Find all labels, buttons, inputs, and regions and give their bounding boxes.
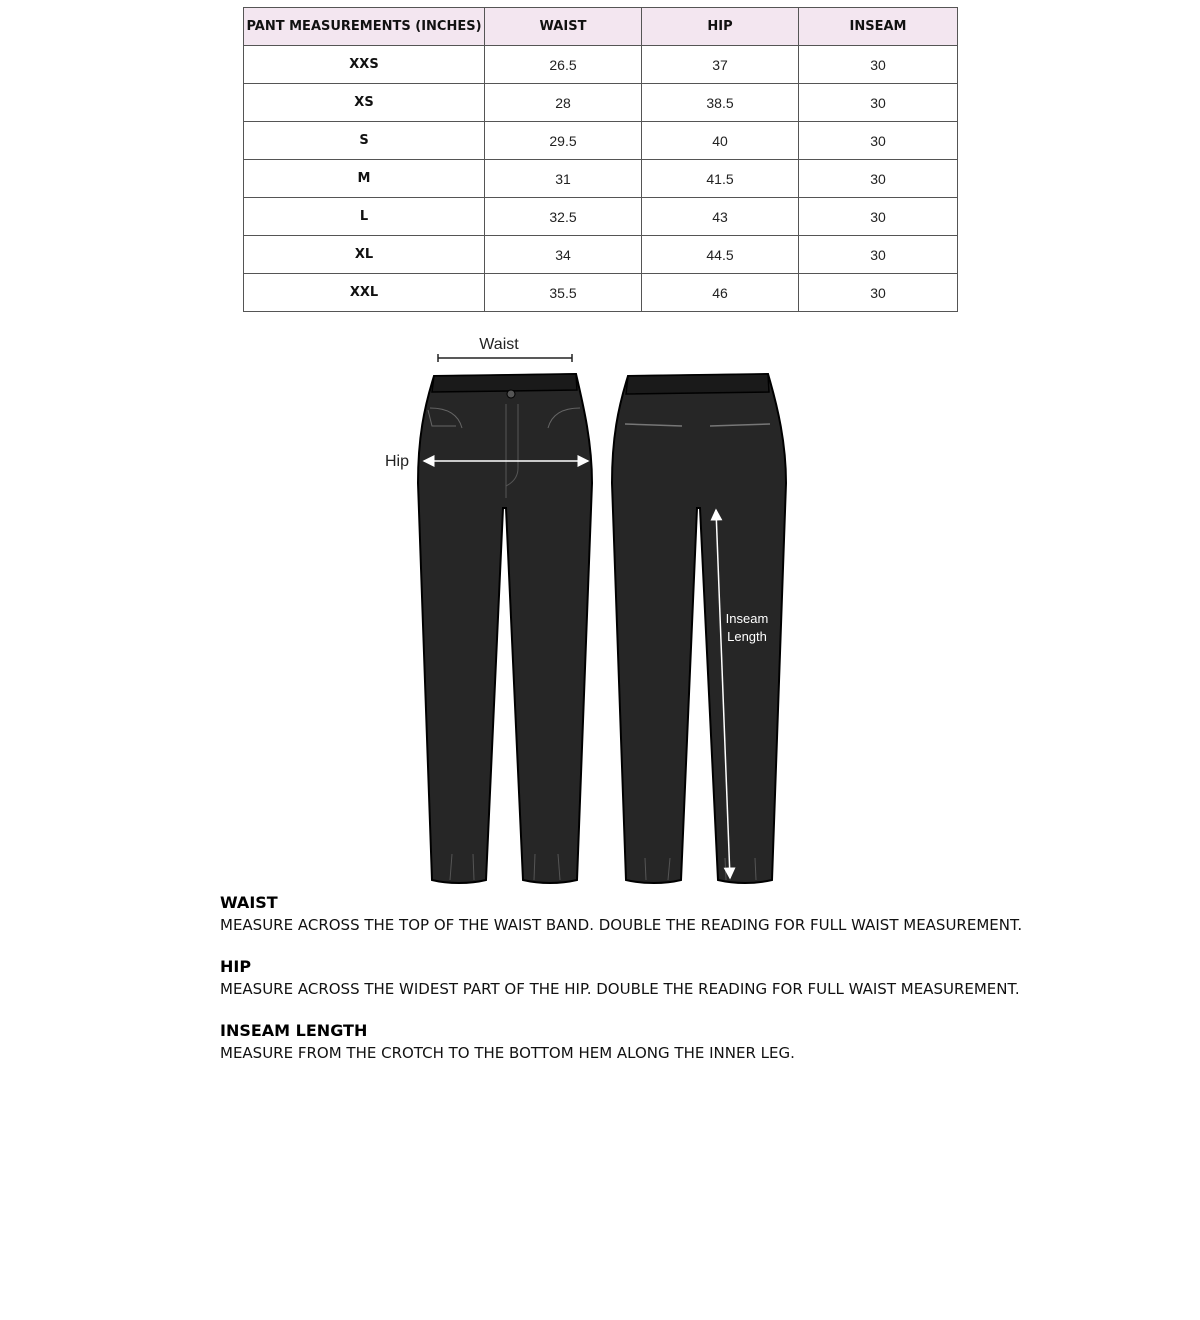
size-cell: XL bbox=[244, 236, 485, 274]
table-row bbox=[244, 236, 958, 274]
header-hip: HIP bbox=[642, 8, 799, 46]
hip-diagram-label: Hip bbox=[385, 453, 410, 470]
size-cell: L bbox=[244, 198, 485, 236]
table-header-row bbox=[244, 8, 958, 46]
waist-cell: 34 bbox=[485, 236, 642, 274]
inseam-instruction-title: INSEAM LENGTH bbox=[220, 1021, 368, 1040]
table-row bbox=[244, 46, 958, 84]
table-row bbox=[244, 122, 958, 160]
hip-cell: 37 bbox=[642, 46, 799, 84]
waist-cell: 35.5 bbox=[485, 274, 642, 312]
inseam-cell: 30 bbox=[799, 198, 958, 236]
waist-cell: 31 bbox=[485, 160, 642, 198]
waist-diagram-label: Waist bbox=[479, 336, 519, 353]
pant-diagram bbox=[370, 318, 830, 968]
hip-cell: 38.5 bbox=[642, 84, 799, 122]
inseam-cell: 30 bbox=[799, 84, 958, 122]
size-cell: S bbox=[244, 122, 485, 160]
waist-cell: 28 bbox=[485, 84, 642, 122]
measurement-instructions bbox=[220, 892, 1180, 1084]
front-pants bbox=[418, 374, 592, 883]
hip-cell: 41.5 bbox=[642, 160, 799, 198]
hip-cell: 44.5 bbox=[642, 236, 799, 274]
waist-cell: 32.5 bbox=[485, 198, 642, 236]
waist-instruction-text: MEASURE ACROSS THE TOP OF THE WAIST BAND. DOUBLE THE READING FOR FULL WAIST MEASUREMENT. bbox=[220, 916, 1023, 934]
inseam-cell: 30 bbox=[799, 274, 958, 312]
hip-cell: 40 bbox=[642, 122, 799, 160]
inseam-cell: 30 bbox=[799, 160, 958, 198]
inseam-diagram-label-line1: Inseam bbox=[725, 611, 769, 626]
waist-cell: 26.5 bbox=[485, 46, 642, 84]
hip-instruction bbox=[220, 956, 1180, 1000]
size-cell: XXS bbox=[244, 46, 485, 84]
hip-cell: 43 bbox=[642, 198, 799, 236]
waist-measure-line bbox=[438, 354, 572, 362]
inseam-cell: 30 bbox=[799, 46, 958, 84]
inseam-instruction-text: MEASURE FROM THE CROTCH TO THE BOTTOM HEM ALONG THE INNER LEG. bbox=[220, 1044, 795, 1062]
table-row bbox=[244, 274, 958, 312]
size-cell: XS bbox=[244, 84, 485, 122]
hip-instruction-title: HIP bbox=[220, 957, 252, 976]
size-chart-table bbox=[243, 7, 958, 312]
size-cell: XXL bbox=[244, 274, 485, 312]
inseam-cell: 30 bbox=[799, 122, 958, 160]
hip-cell: 46 bbox=[642, 274, 799, 312]
waist-instruction-title: WAIST bbox=[220, 893, 278, 912]
header-inseam: INSEAM bbox=[799, 8, 958, 46]
size-cell: M bbox=[244, 160, 485, 198]
inseam-diagram-label-line2: Length bbox=[727, 629, 767, 644]
inseam-cell: 30 bbox=[799, 236, 958, 274]
header-size: PANT MEASUREMENTS (INCHES) bbox=[244, 8, 485, 46]
table-row bbox=[244, 84, 958, 122]
table-row bbox=[244, 160, 958, 198]
hip-instruction-text: MEASURE ACROSS THE WIDEST PART OF THE HIP. DOUBLE THE READING FOR FULL WAIST MEASUREMENT. bbox=[220, 980, 1020, 998]
header-waist: WAIST bbox=[485, 8, 642, 46]
pant-illustration bbox=[370, 318, 830, 968]
waist-cell: 29.5 bbox=[485, 122, 642, 160]
waist-instruction bbox=[220, 892, 1180, 936]
table-row bbox=[244, 198, 958, 236]
inseam-instruction bbox=[220, 1020, 1180, 1064]
